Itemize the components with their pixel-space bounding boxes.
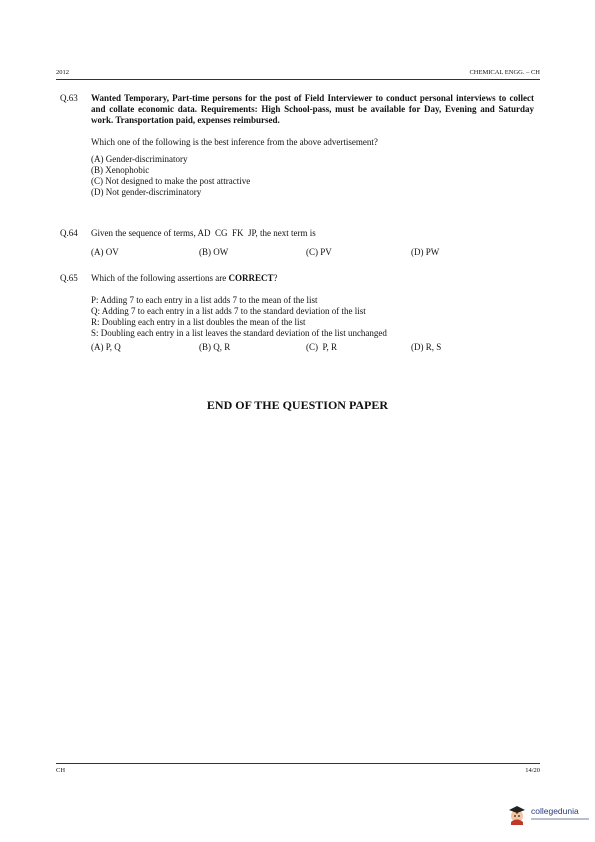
footer-rule xyxy=(56,763,540,764)
collegedunia-logo xyxy=(506,801,592,829)
question-stem: Given the sequence of terms, AD CG FK JP, the next term is xyxy=(91,228,316,238)
logo-tagline-bar xyxy=(531,818,589,820)
option-d: (D) R, S xyxy=(411,342,442,352)
stem-emphasis: CORRECT xyxy=(228,273,274,283)
option-row xyxy=(91,342,534,353)
header-paper-title: CHEMICAL ENGG. – CH xyxy=(469,69,540,76)
graduate-mascot-icon xyxy=(506,803,528,825)
question-number: Q.64 xyxy=(60,228,78,238)
footer-page-number: 14/20 xyxy=(525,767,540,774)
header-year: 2012 xyxy=(56,69,69,76)
stem-text: Which of the following assertions are xyxy=(91,273,229,283)
question-number: Q.63 xyxy=(60,93,78,103)
statement-list xyxy=(91,295,534,339)
statement-p: P: Adding 7 to each entry in a list adds 7 to the mean of the list xyxy=(91,295,318,305)
question-number: Q.65 xyxy=(60,273,78,283)
option-c: (C) PV xyxy=(306,247,332,257)
option-a: (A) OV xyxy=(91,247,119,257)
question-stem: Which one of the following is the best inference from the above advertisement? xyxy=(91,137,378,147)
option-list xyxy=(91,154,534,198)
footer-code: CH xyxy=(56,767,66,774)
option-a: (A) P, Q xyxy=(91,342,121,352)
stem-end: ? xyxy=(273,273,278,283)
statement-s: S: Doubling each entry in a list leaves the standard deviation of the list unchanged xyxy=(91,328,387,338)
option-b: (B) Q, R xyxy=(199,342,231,352)
option-a: (A) Gender-discriminatory xyxy=(91,154,188,164)
logo-wordmark: collegedunia xyxy=(531,806,579,816)
option-b: (B) Xenophobic xyxy=(91,165,150,175)
option-c: (C) P, R xyxy=(306,342,338,352)
option-d: (D) PW xyxy=(411,247,440,257)
end-of-paper-heading: END OF THE QUESTION PAPER xyxy=(206,398,389,412)
question-passage: Wanted Temporary, Part-time persons for the post of Field Interviewer to conduct personal interviews to collect and collate economic data. Requirements: High School-pass, must be available for Day, Evening and Saturday work. Transportation paid, expenses reimbursed. xyxy=(91,93,534,125)
option-row xyxy=(91,247,534,258)
header-rule xyxy=(56,79,540,80)
option-d: (D) Not gender-discriminatory xyxy=(91,187,202,197)
question-stem xyxy=(91,273,534,284)
option-b: (B) OW xyxy=(199,247,229,257)
option-c: (C) Not designed to make the post attractive xyxy=(91,176,251,186)
statement-r: R: Doubling each entry in a list doubles the mean of the list xyxy=(91,317,306,327)
statement-q: Q: Adding 7 to each entry in a list adds 7 to the standard deviation of the list xyxy=(91,306,366,316)
